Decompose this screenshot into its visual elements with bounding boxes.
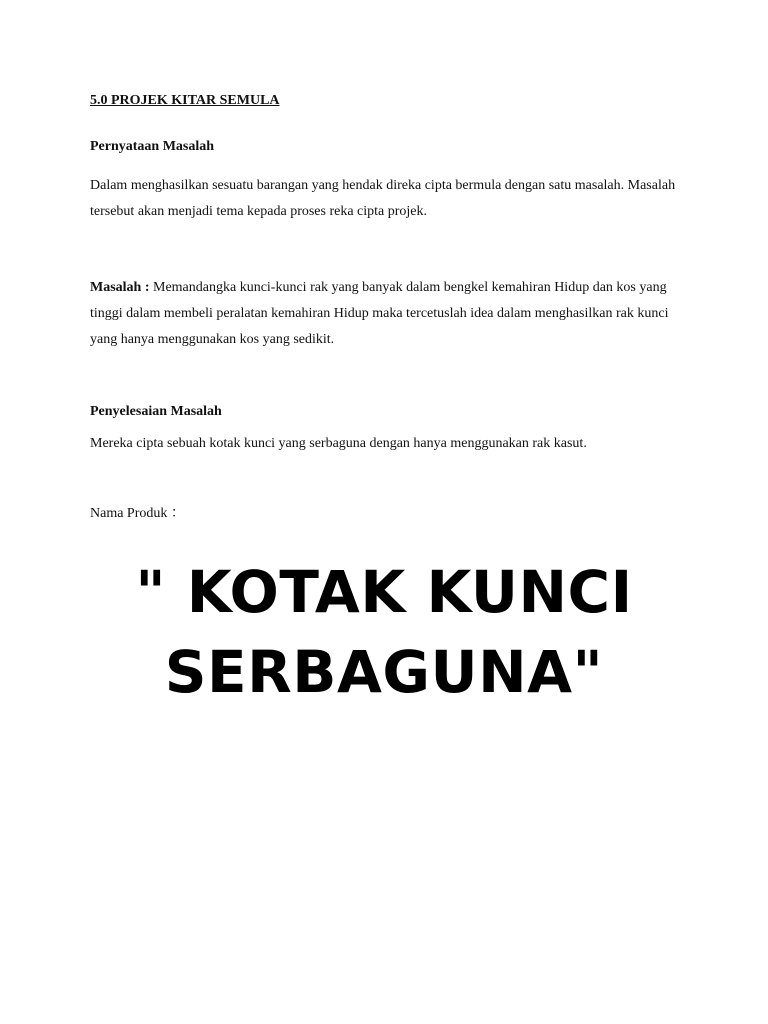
- solution-paragraph: Mereka cipta sebuah kotak kunci yang serbaguna dengan hanya menggunakan rak kasut.: [90, 436, 587, 451]
- solution-heading: Penyelesaian Masalah: [90, 404, 222, 419]
- product-name-title: [0, 552, 768, 712]
- problem-paragraph: [90, 275, 690, 353]
- problem-label: Masalah :: [90, 280, 150, 295]
- problem-statement-paragraph: Dalam menghasilkan sesuatu barangan yang hendak direka cipta bermula dengan satu masalah. Masalah tersebut akan menjadi tema kepada proses reka cipta projek.: [90, 178, 676, 219]
- product-name-line-2: SERBAGUNA": [164, 638, 604, 706]
- section-title: 5.0 PROJEK KITAR SEMULA: [90, 93, 280, 108]
- product-name-label: Nama Produk ：: [90, 506, 185, 521]
- problem-statement-heading: Pernyataan Masalah: [90, 139, 215, 154]
- problem-text: Memandangka kunci-kunci rak yang banyak dalam bengkel kemahiran Hidup dan kos yang tinggi dalam membeli peralatan kemahiran Hidup maka tercetuslah idea dalam menghasilkan rak kunci yang hanya menggunakan kos yang sedikit.: [90, 280, 669, 347]
- product-name-line-1: " KOTAK KUNCI: [135, 558, 633, 626]
